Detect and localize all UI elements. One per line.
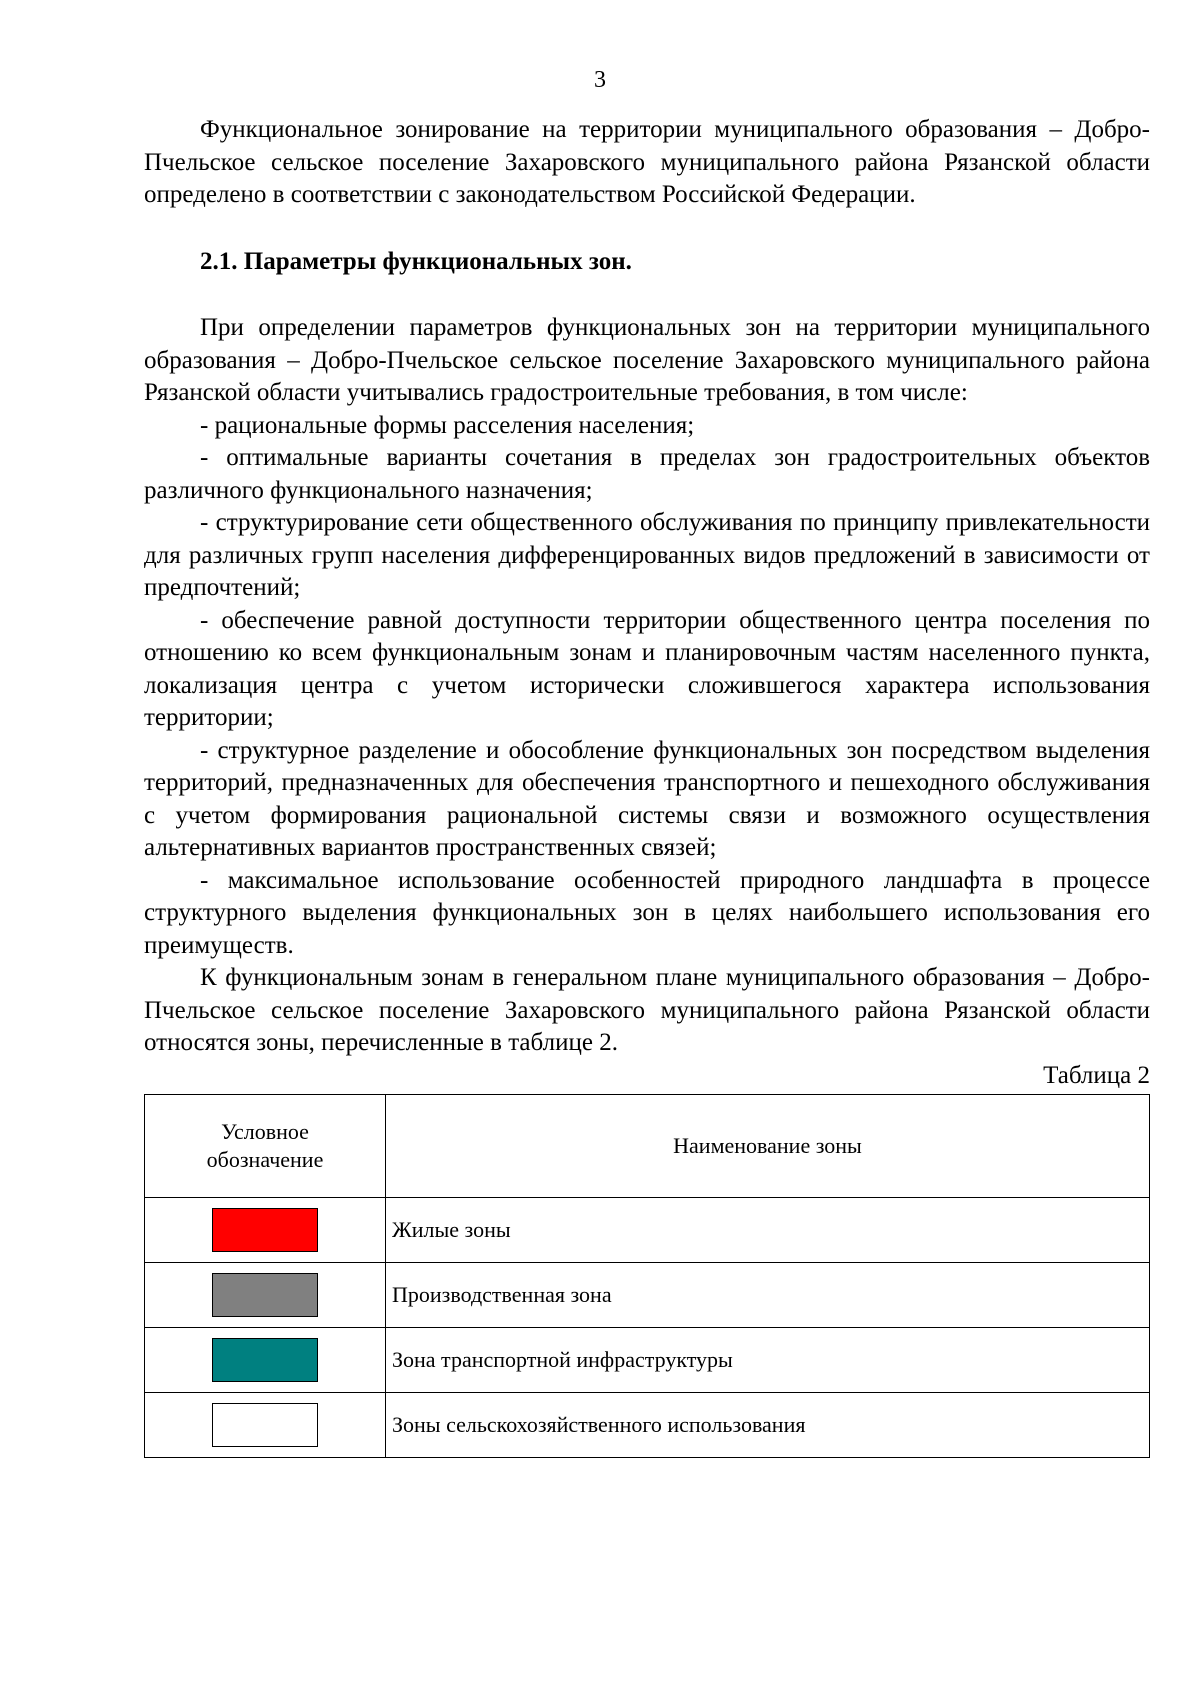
header-name: Наименование зоны xyxy=(386,1095,1150,1198)
symbol-cell xyxy=(145,1393,386,1458)
table-row xyxy=(145,1198,1150,1263)
zone-name: Зоны сельскохозяйственного использования xyxy=(386,1393,1150,1458)
header-symbol xyxy=(145,1095,386,1198)
intro-paragraph: Функциональное зонирование на территории муниципального образования – Добро-Пчельское сельское поселение Захаровского муниципального района Рязанской области определено в соответствии с законодательством Российской Федерации. xyxy=(144,116,1150,208)
list-item: - структурирование сети общественного обслуживания по принципу привлекательности для различных групп населения дифференцированных видов предложений в зависимости от предпочтений; xyxy=(144,509,1150,601)
table-caption: Таблица 2 xyxy=(1043,1061,1150,1089)
zone-color-swatch xyxy=(212,1273,318,1317)
table-row xyxy=(145,1263,1150,1328)
zone-color-swatch xyxy=(212,1338,318,1382)
zone-name: Зона транспортной инфраструктуры xyxy=(386,1328,1150,1393)
header-symbol-label: Условное обозначение xyxy=(206,1119,324,1172)
zone-color-swatch xyxy=(212,1403,318,1447)
list-item: - рациональные формы расселения населения; xyxy=(200,411,695,439)
zones-table xyxy=(144,1094,1150,1458)
symbol-cell xyxy=(145,1263,386,1328)
table-header-row xyxy=(145,1095,1150,1198)
table-row xyxy=(145,1328,1150,1393)
section-heading: 2.1. Параметры функциональных зон. xyxy=(200,247,632,275)
list-item: - максимальное использование особенностей природного ландшафта в процессе структурного выделения функциональных зон в целях наибольшего использования его преимуществ. xyxy=(144,866,1150,959)
table-reference-paragraph: К функциональным зонам в генеральном плане муниципального образования – Добро-Пчельское сельское поселение Захаровского муниципального района Рязанской области относятся зоны, перечисленные в таблице 2. xyxy=(144,964,1150,1056)
list-item: - оптимальные варианты сочетания в пределах зон градостроительных объектов различного функционального назначения; xyxy=(144,444,1150,504)
table-row xyxy=(145,1393,1150,1458)
zone-color-swatch xyxy=(212,1208,318,1252)
zone-name: Жилые зоны xyxy=(386,1198,1150,1263)
params-intro-paragraph: При определении параметров функциональных зон на территории муниципального образования – Добро-Пчельское сельское поселение Захаровского муниципального района Рязанской области учитывались градостроительные требования, в том числе: xyxy=(144,314,1150,406)
page-body xyxy=(144,114,1150,1458)
list-item: - обеспечение равной доступности территории общественного центра поселения по отношению ко всем функциональным зонам и планировочным частям населенного пункта, локализация центра с учетом исторически сложившегося характера использования территории; xyxy=(144,606,1150,731)
page-number: 3 xyxy=(594,67,606,93)
zone-name: Производственная зона xyxy=(386,1263,1150,1328)
symbol-cell xyxy=(145,1328,386,1393)
list-item: - структурное разделение и обособление функциональных зон посредством выделения территорий, предназначенных для обеспечения транспортного и пешеходного обслуживания с учетом формирования рациональной системы связи и возможного осуществления альтернативных вариантов пространственных связей; xyxy=(144,736,1150,861)
symbol-cell xyxy=(145,1198,386,1263)
